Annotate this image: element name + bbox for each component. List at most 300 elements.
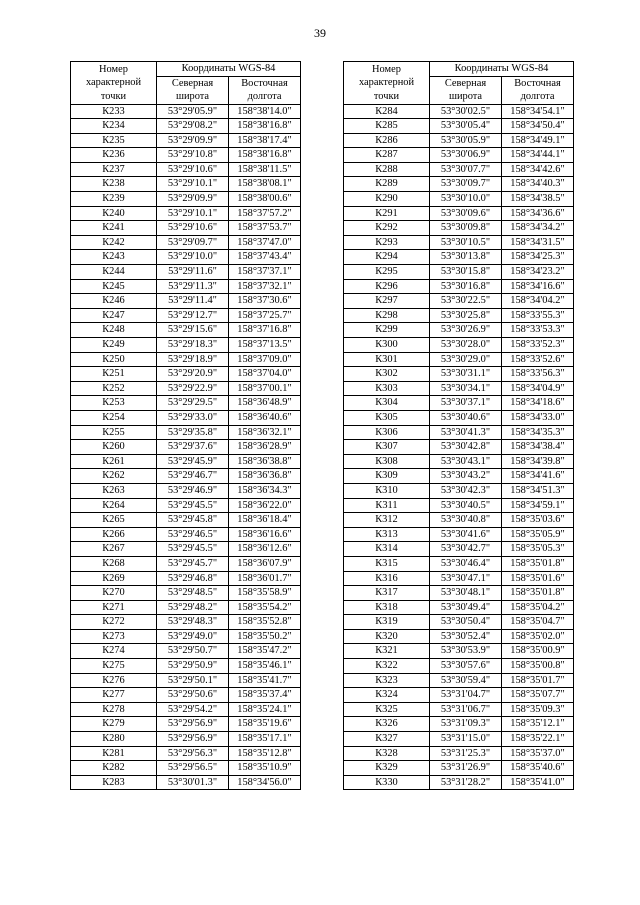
point-number-cell: К317 [344,586,430,601]
latitude-cell: 53°29'49.0" [157,629,229,644]
point-number-cell: К260 [71,440,157,455]
longitude-cell: 158°34'31.5" [502,235,574,250]
latitude-cell: 53°29'09.9" [157,192,229,207]
longitude-cell: 158°35'10.9" [229,761,301,776]
latitude-cell: 53°29'45.7" [157,556,229,571]
table-row [71,104,301,119]
table-row [71,206,301,221]
latitude-cell: 53°29'11.6" [157,265,229,280]
lon-header-line2: долгота [520,91,555,102]
latitude-cell: 53°30'34.1" [430,381,502,396]
longitude-cell: 158°37'32.1" [229,279,301,294]
point-number-cell: К291 [344,206,430,221]
point-number-cell: К253 [71,396,157,411]
table-row [71,192,301,207]
longitude-cell: 158°37'13.5" [229,338,301,353]
point-number-cell: К309 [344,469,430,484]
table-row [344,644,574,659]
longitude-cell: 158°36'40.6" [229,410,301,425]
table-row [344,221,574,236]
latitude-cell: 53°30'37.1" [430,396,502,411]
table-row [71,469,301,484]
longitude-cell: 158°34'38.5" [502,192,574,207]
point-number-cell: К287 [344,148,430,163]
latitude-cell: 53°31'28.2" [430,775,502,790]
latitude-cell: 53°30'40.5" [430,498,502,513]
coordinates-header: Координаты WGS-84 [430,62,574,77]
table-row [344,192,574,207]
latitude-cell: 53°29'46.8" [157,571,229,586]
longitude-cell: 158°38'08.1" [229,177,301,192]
point-header-line3: точки [373,90,400,102]
latitude-cell: 53°30'22.5" [430,294,502,309]
longitude-cell: 158°34'23.2" [502,265,574,280]
table-row [71,381,301,396]
point-header-line3: точки [100,90,127,102]
latitude-cell: 53°29'10.1" [157,206,229,221]
latitude-cell: 53°29'46.9" [157,483,229,498]
point-number-cell: К248 [71,323,157,338]
table-row [71,279,301,294]
latitude-cell: 53°30'53.9" [430,644,502,659]
point-number-cell: К282 [71,761,157,776]
longitude-cell: 158°37'30.6" [229,294,301,309]
point-number-cell: К262 [71,469,157,484]
point-number-cell: К264 [71,498,157,513]
longitude-cell: 158°34'16.6" [502,279,574,294]
point-number-cell: К310 [344,483,430,498]
table-row [344,732,574,747]
lat-header-line2: широта [175,91,210,102]
point-number-cell: К261 [71,454,157,469]
table-row [71,542,301,557]
table-row [344,265,574,280]
longitude-cell: 158°38'00.6" [229,192,301,207]
longitude-cell: 158°35'52.8" [229,615,301,630]
table-row [344,469,574,484]
longitude-cell: 158°34'42.6" [502,162,574,177]
latitude-cell: 53°30'43.2" [430,469,502,484]
table-row [344,338,574,353]
longitude-cell: 158°34'36.6" [502,206,574,221]
point-number-cell: К263 [71,483,157,498]
point-number-cell: К251 [71,367,157,382]
table-row [344,425,574,440]
latitude-cell: 53°30'25.8" [430,308,502,323]
latitude-cell: 53°29'50.7" [157,644,229,659]
longitude-cell: 158°38'11.5" [229,162,301,177]
lon-header-line1: Восточная [514,77,561,89]
point-number-cell: К320 [344,629,430,644]
latitude-cell: 53°30'42.8" [430,440,502,455]
latitude-cell: 53°29'56.9" [157,732,229,747]
point-number-cell: К297 [344,294,430,309]
point-number-cell: К237 [71,162,157,177]
longitude-cell: 158°34'33.0" [502,410,574,425]
point-number-cell: К330 [344,775,430,790]
point-number-cell: К294 [344,250,430,265]
longitude-cell: 158°34'18.6" [502,396,574,411]
longitude-cell: 158°37'16.8" [229,323,301,338]
point-number-cell: К312 [344,513,430,528]
table-row [344,381,574,396]
point-number-header [344,62,430,105]
latitude-cell: 53°31'06.7" [430,702,502,717]
longitude-cell: 158°36'48.9" [229,396,301,411]
table-row [71,425,301,440]
latitude-cell: 53°29'18.3" [157,338,229,353]
point-number-cell: К244 [71,265,157,280]
point-number-cell: К284 [344,104,430,119]
point-number-cell: К273 [71,629,157,644]
table-row [71,338,301,353]
longitude-cell: 158°37'47.0" [229,235,301,250]
point-number-cell: К285 [344,119,430,134]
latitude-cell: 53°31'09.3" [430,717,502,732]
longitude-cell: 158°35'00.9" [502,644,574,659]
latitude-cell: 53°30'40.6" [430,410,502,425]
table-row [344,571,574,586]
point-number-cell: К246 [71,294,157,309]
longitude-cell: 158°35'22.1" [502,732,574,747]
longitude-cell: 158°33'52.6" [502,352,574,367]
table-row [71,323,301,338]
point-number-cell: К238 [71,177,157,192]
table-row [71,775,301,790]
longitude-cell: 158°37'57.2" [229,206,301,221]
table-row [71,265,301,280]
longitude-cell: 158°34'40.3" [502,177,574,192]
table-row [71,556,301,571]
point-number-cell: К303 [344,381,430,396]
table-row [344,688,574,703]
table-row [344,162,574,177]
longitude-cell: 158°34'38.4" [502,440,574,455]
table-row [71,717,301,732]
latitude-cell: 53°29'10.8" [157,148,229,163]
latitude-cell: 53°30'05.9" [430,133,502,148]
longitude-cell: 158°34'34.2" [502,221,574,236]
table-row [71,644,301,659]
latitude-cell: 53°29'18.9" [157,352,229,367]
latitude-cell: 53°30'10.5" [430,235,502,250]
table-row [344,410,574,425]
longitude-cell: 158°34'04.2" [502,294,574,309]
latitude-cell: 53°31'25.3" [430,746,502,761]
point-number-cell: К308 [344,454,430,469]
longitude-cell: 158°35'37.0" [502,746,574,761]
page-number: 39 [314,26,326,40]
latitude-cell: 53°30'40.8" [430,513,502,528]
point-number-cell: К267 [71,542,157,557]
table-row [71,133,301,148]
longitude-cell: 158°33'55.3" [502,308,574,323]
longitude-cell: 158°35'41.7" [229,673,301,688]
point-number-cell: К279 [71,717,157,732]
point-number-cell: К313 [344,527,430,542]
table-row [344,323,574,338]
point-number-cell: К328 [344,746,430,761]
latitude-cell: 53°29'48.2" [157,600,229,615]
latitude-cell: 53°30'10.0" [430,192,502,207]
latitude-cell: 53°30'16.8" [430,279,502,294]
longitude-cell: 158°33'53.3" [502,323,574,338]
latitude-cell: 53°29'05.9" [157,104,229,119]
point-number-cell: К316 [344,571,430,586]
longitude-cell: 158°35'37.4" [229,688,301,703]
longitude-cell: 158°35'02.0" [502,629,574,644]
longitude-cell: 158°37'04.0" [229,367,301,382]
latitude-cell: 53°29'09.7" [157,235,229,250]
table-row [71,352,301,367]
latitude-cell: 53°30'29.0" [430,352,502,367]
point-number-cell: К243 [71,250,157,265]
table-row [344,308,574,323]
point-number-header [71,62,157,105]
point-header-line2: характерной [358,77,415,88]
point-number-cell: К250 [71,352,157,367]
point-number-cell: К240 [71,206,157,221]
latitude-cell: 53°30'28.0" [430,338,502,353]
table-row [71,177,301,192]
table-row [344,279,574,294]
point-number-cell: К278 [71,702,157,717]
coordinates-table-left [70,61,301,790]
longitude-cell: 158°37'00.1" [229,381,301,396]
point-number-cell: К324 [344,688,430,703]
point-number-cell: К319 [344,615,430,630]
point-number-cell: К254 [71,410,157,425]
table-row [71,513,301,528]
latitude-cell: 53°30'57.6" [430,659,502,674]
latitude-header [157,76,229,104]
longitude-cell: 158°38'14.0" [229,104,301,119]
latitude-cell: 53°30'42.3" [430,483,502,498]
table-row [71,250,301,265]
point-number-cell: К315 [344,556,430,571]
latitude-cell: 53°30'09.8" [430,221,502,236]
latitude-cell: 53°29'48.3" [157,615,229,630]
table-row [71,119,301,134]
longitude-cell: 158°35'01.8" [502,586,574,601]
point-number-cell: К323 [344,673,430,688]
latitude-cell: 53°30'15.8" [430,265,502,280]
point-number-cell: К274 [71,644,157,659]
table-row [344,454,574,469]
lat-header-line1: Северная [171,77,214,89]
table-row [71,615,301,630]
longitude-cell: 158°35'04.7" [502,615,574,630]
longitude-cell: 158°35'50.2" [229,629,301,644]
point-number-cell: К234 [71,119,157,134]
table-row [71,702,301,717]
longitude-cell: 158°35'05.3" [502,542,574,557]
latitude-cell: 53°29'46.5" [157,527,229,542]
point-number-cell: К255 [71,425,157,440]
table-row [344,177,574,192]
table-row [71,673,301,688]
latitude-cell: 53°29'54.2" [157,702,229,717]
point-number-cell: К252 [71,381,157,396]
point-number-cell: К304 [344,396,430,411]
longitude-cell: 158°35'07.7" [502,688,574,703]
table-row [344,775,574,790]
latitude-cell: 53°30'31.1" [430,367,502,382]
point-number-cell: К318 [344,600,430,615]
longitude-cell: 158°34'39.8" [502,454,574,469]
latitude-cell: 53°29'12.7" [157,308,229,323]
table-row [344,702,574,717]
latitude-cell: 53°29'50.6" [157,688,229,703]
longitude-cell: 158°37'37.1" [229,265,301,280]
latitude-cell: 53°29'56.3" [157,746,229,761]
latitude-cell: 53°29'37.6" [157,440,229,455]
longitude-cell: 158°35'05.9" [502,527,574,542]
point-number-cell: К322 [344,659,430,674]
latitude-cell: 53°29'48.5" [157,586,229,601]
table-row [71,235,301,250]
latitude-cell: 53°30'49.4" [430,600,502,615]
latitude-cell: 53°29'45.9" [157,454,229,469]
table-row [71,659,301,674]
latitude-cell: 53°29'35.8" [157,425,229,440]
longitude-header [229,76,301,104]
table-row [344,600,574,615]
table-row [344,352,574,367]
table-row [344,717,574,732]
longitude-cell: 158°34'56.0" [229,775,301,790]
coordinates-table-right [343,61,574,790]
point-number-cell: К311 [344,498,430,513]
longitude-cell: 158°36'07.9" [229,556,301,571]
table-row [71,396,301,411]
point-number-cell: К239 [71,192,157,207]
table-row [344,527,574,542]
point-number-cell: К241 [71,221,157,236]
longitude-cell: 158°36'28.9" [229,440,301,455]
table-row [344,483,574,498]
latitude-cell: 53°30'43.1" [430,454,502,469]
longitude-cell: 158°34'59.1" [502,498,574,513]
latitude-cell: 53°29'09.9" [157,133,229,148]
latitude-cell: 53°30'48.1" [430,586,502,601]
table-row [344,250,574,265]
latitude-cell: 53°31'04.7" [430,688,502,703]
latitude-cell: 53°29'33.0" [157,410,229,425]
table-row [71,308,301,323]
longitude-cell: 158°34'35.3" [502,425,574,440]
latitude-cell: 53°29'08.2" [157,119,229,134]
longitude-cell: 158°35'17.1" [229,732,301,747]
table-row [344,746,574,761]
table-row [71,148,301,163]
table-row [71,367,301,382]
latitude-cell: 53°29'10.6" [157,221,229,236]
point-number-cell: К290 [344,192,430,207]
latitude-cell: 53°30'01.3" [157,775,229,790]
table-row [71,732,301,747]
longitude-cell: 158°34'54.1" [502,104,574,119]
point-number-cell: К288 [344,162,430,177]
point-number-cell: К266 [71,527,157,542]
table-row [71,527,301,542]
latitude-cell: 53°29'45.5" [157,542,229,557]
longitude-cell: 158°35'12.8" [229,746,301,761]
table-row [71,498,301,513]
point-number-cell: К281 [71,746,157,761]
longitude-cell: 158°35'24.1" [229,702,301,717]
longitude-cell: 158°35'41.0" [502,775,574,790]
table-row [71,221,301,236]
latitude-cell: 53°29'10.6" [157,162,229,177]
point-number-cell: К236 [71,148,157,163]
latitude-cell: 53°30'13.8" [430,250,502,265]
table-row [71,746,301,761]
longitude-cell: 158°35'01.8" [502,556,574,571]
latitude-cell: 53°30'50.4" [430,615,502,630]
table-body-right [344,104,574,790]
table-row [344,542,574,557]
point-number-cell: К271 [71,600,157,615]
point-number-cell: К300 [344,338,430,353]
point-header-line1: Номер [372,63,401,75]
latitude-cell: 53°29'11.3" [157,279,229,294]
longitude-cell: 158°34'50.4" [502,119,574,134]
longitude-cell: 158°35'12.1" [502,717,574,732]
latitude-cell: 53°29'45.8" [157,513,229,528]
table-row [344,513,574,528]
point-number-cell: К295 [344,265,430,280]
point-number-cell: К329 [344,761,430,776]
latitude-cell: 53°29'11.4" [157,294,229,309]
point-number-cell: К268 [71,556,157,571]
longitude-cell: 158°38'16.8" [229,148,301,163]
point-number-cell: К307 [344,440,430,455]
longitude-cell: 158°33'52.3" [502,338,574,353]
latitude-cell: 53°29'15.6" [157,323,229,338]
table-row [71,600,301,615]
latitude-cell: 53°29'50.1" [157,673,229,688]
latitude-cell: 53°29'45.5" [157,498,229,513]
table-row [344,586,574,601]
table-row [344,367,574,382]
point-number-cell: К326 [344,717,430,732]
point-number-cell: К277 [71,688,157,703]
longitude-cell: 158°34'51.3" [502,483,574,498]
point-number-cell: К299 [344,323,430,338]
point-number-cell: К245 [71,279,157,294]
latitude-cell: 53°30'46.4" [430,556,502,571]
point-number-cell: К247 [71,308,157,323]
point-number-cell: К305 [344,410,430,425]
longitude-cell: 158°35'19.6" [229,717,301,732]
latitude-cell: 53°29'22.9" [157,381,229,396]
longitude-cell: 158°35'03.6" [502,513,574,528]
longitude-cell: 158°35'09.3" [502,702,574,717]
latitude-cell: 53°30'41.6" [430,527,502,542]
longitude-cell: 158°37'53.7" [229,221,301,236]
latitude-cell: 53°30'09.7" [430,177,502,192]
table-row [71,483,301,498]
point-number-cell: К325 [344,702,430,717]
point-header-line2: характерной [85,77,142,88]
table-row [344,556,574,571]
table-row [71,410,301,425]
latitude-cell: 53°30'06.9" [430,148,502,163]
longitude-cell: 158°35'58.9" [229,586,301,601]
longitude-cell: 158°36'01.7" [229,571,301,586]
point-number-cell: К235 [71,133,157,148]
